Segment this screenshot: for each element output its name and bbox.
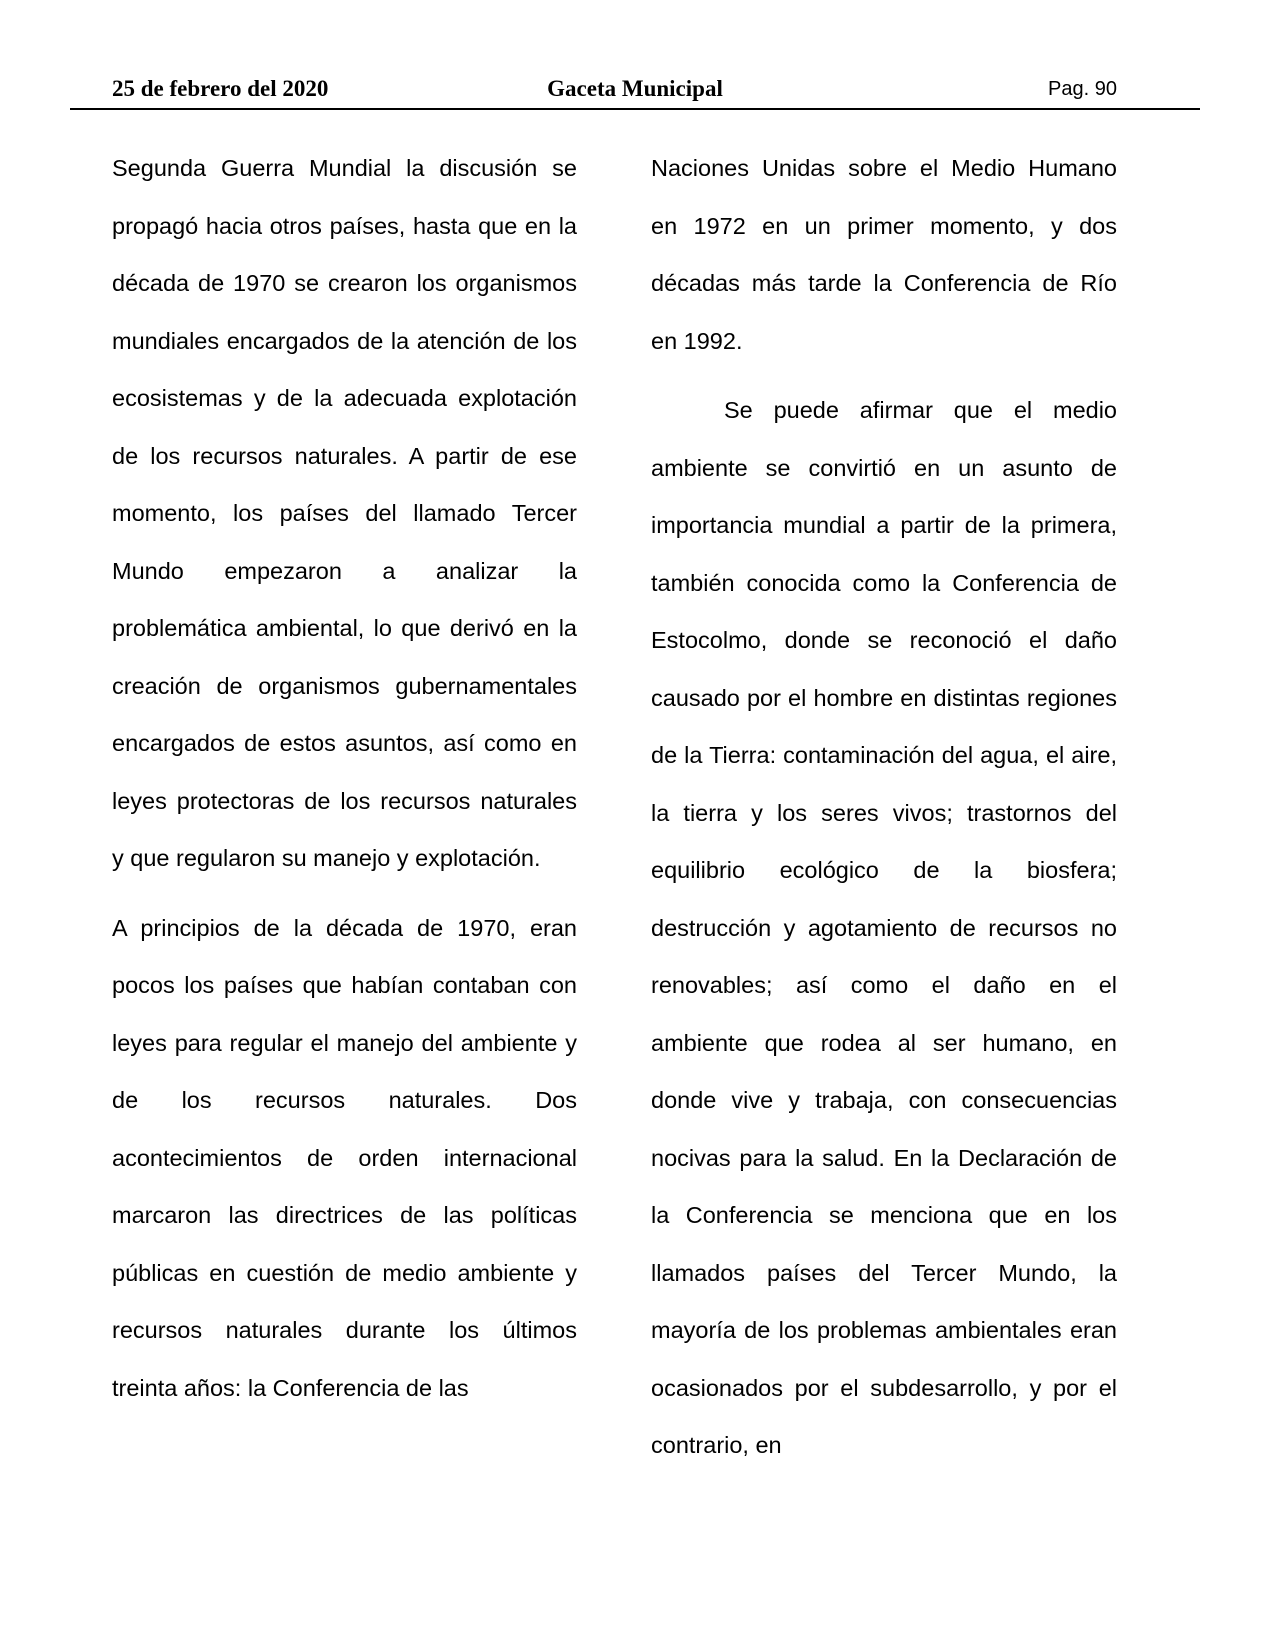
left-column (112, 140, 577, 1429)
right-paragraph-2: Se puede afirmar que el medio ambiente se convirtió en un asunto de importancia mundial a partir de la primera, también conocida como la Conferencia de Estocolmo, donde se reconoció el daño causado por el hombre en distintas regiones de la Tierra: contaminación del agua, el aire, la tierra y los seres vivos; trastornos del equilibrio ecológico de la biosfera; destrucción y agotamiento de recursos no renovables; así como el daño en el ambiente que rodea al ser humano, en donde vive y trabaja, con consecuencias nocivas para la salud. En la Declaración de la Conferencia se menciona que en los llamados países del Tercer Mundo, la mayoría de los problemas ambientales eran ocasionados por el subdesarrollo, y por el contrario, en (651, 397, 1117, 1458)
publication-title: Gaceta Municipal (547, 76, 723, 101)
header-date: 25 de febrero del 2020 (112, 76, 329, 101)
right-paragraph-1: Naciones Unidas sobre el Medio Humano en 1972 en un primer momento, y dos décadas más tarde la Conferencia de Río en 1992. (651, 155, 1117, 354)
left-paragraph-2: A principios de la década de 1970, eran pocos los países que habían contaban con leyes para regular el manejo del ambiente y de los recursos naturales. Dos acontecimientos de orden internacional marcaron las directrices de las políticas públicas en cuestión de medio ambiente y recursos naturales durante los últimos treinta años: la Conferencia de las (112, 914, 577, 1401)
page-number: Pag. 90 (1048, 78, 1117, 100)
right-column (651, 140, 1117, 1487)
page-header (70, 70, 1200, 110)
left-paragraph-1: Segunda Guerra Mundial la discusión se propagó hacia otros países, hasta que en la década de 1970 se crearon los organismos mundiales encargados de la atención de los ecosistemas y de la adecuada explotación de los recursos naturales. A partir de ese momento, los países del llamado Tercer Mundo empezaron a analizar la problemática ambiental, lo que derivó en la creación de organismos gubernamentales encargados de estos asuntos, así como en leyes protectoras de los recursos naturales y que regularon su manejo y explotación. (112, 155, 577, 871)
